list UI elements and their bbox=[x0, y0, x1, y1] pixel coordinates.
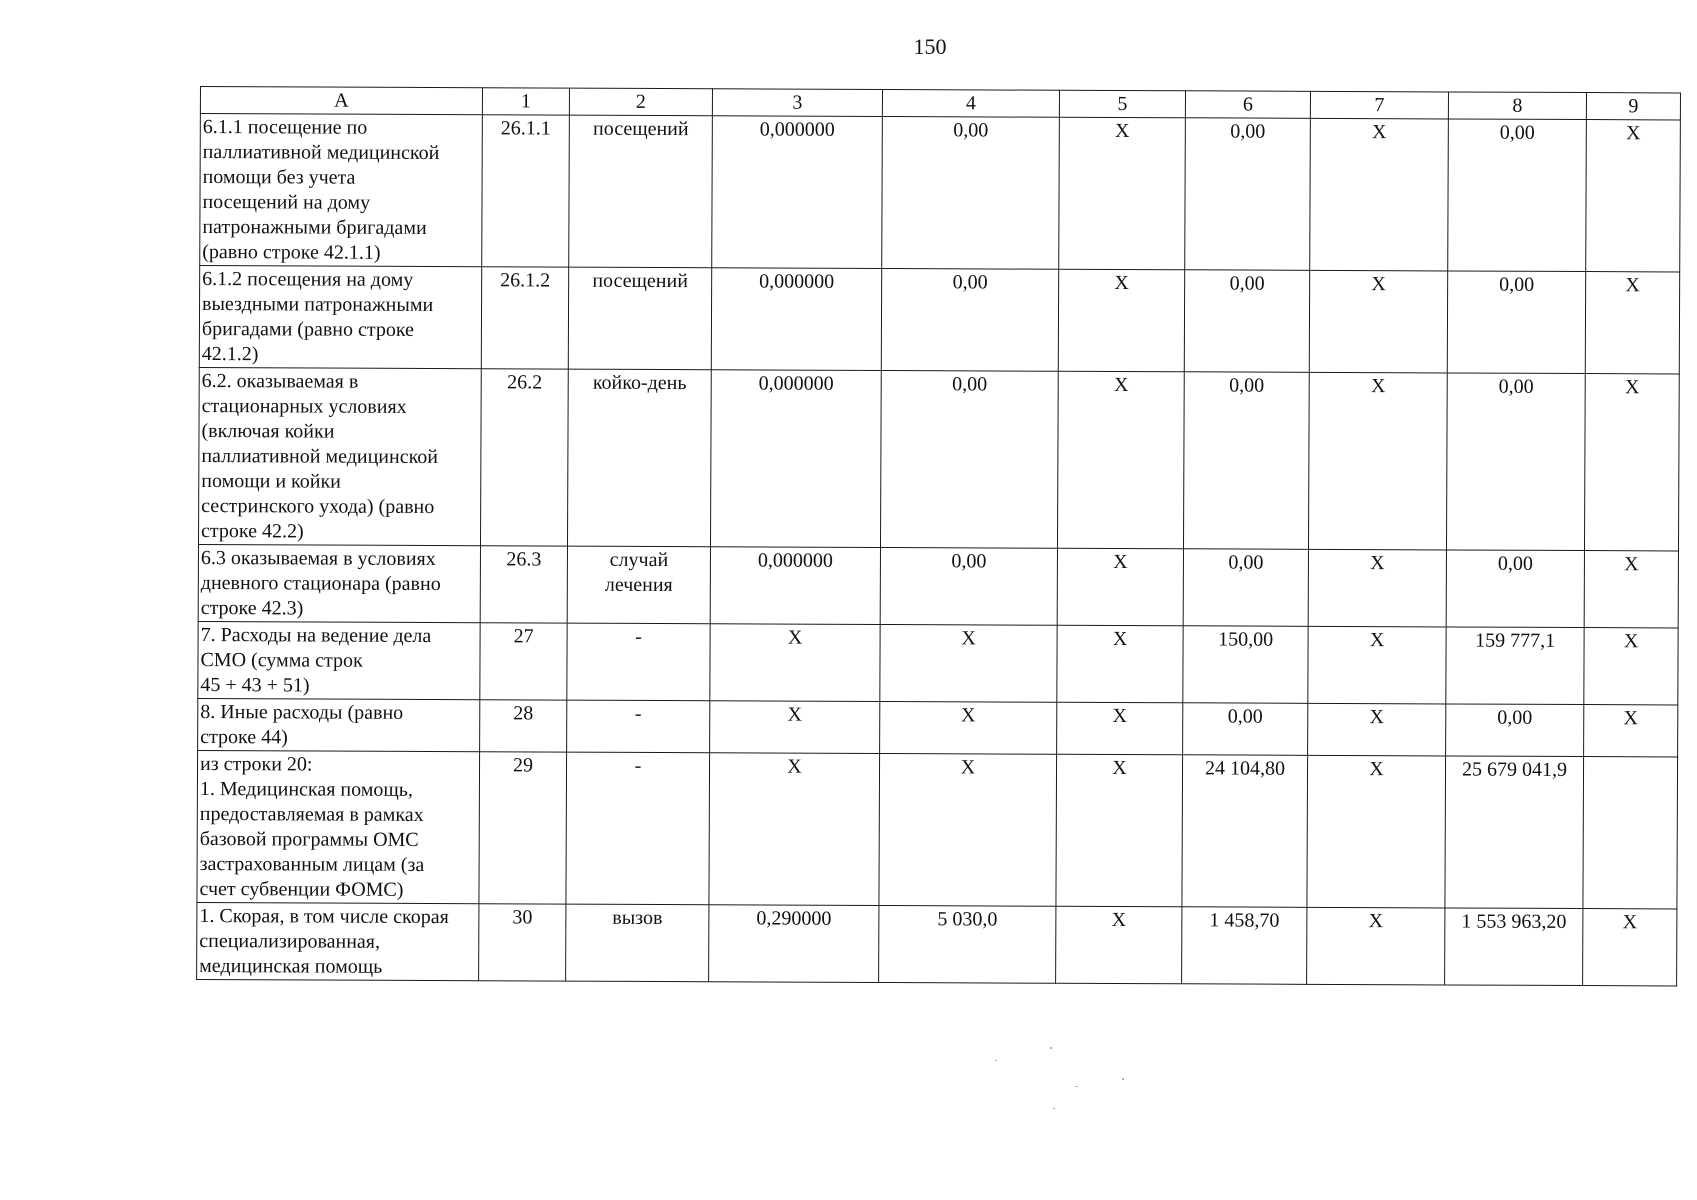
cell-col-5: X bbox=[1059, 117, 1186, 270]
cell-col-9: X bbox=[1584, 551, 1678, 628]
row-label: 8. Иные расходы (равно строке 44) bbox=[198, 698, 480, 751]
header-col-3: 3 bbox=[712, 89, 882, 117]
row-unit: - bbox=[567, 700, 710, 753]
cell-col-3: X bbox=[710, 701, 880, 754]
cell-col-9: X bbox=[1585, 272, 1679, 374]
cell-col-7: X bbox=[1308, 703, 1446, 756]
cell-col-9: X bbox=[1584, 705, 1678, 757]
row-code: 26.1.1 bbox=[482, 115, 570, 267]
row-unit: случай лечения bbox=[567, 546, 710, 624]
cell-col-5: X bbox=[1056, 754, 1183, 907]
scan-speck bbox=[1050, 1047, 1052, 1049]
row-code: 26.3 bbox=[480, 546, 567, 623]
cell-col-4: X bbox=[880, 624, 1057, 702]
cell-col-3: 0,000000 bbox=[711, 268, 881, 371]
cell-col-5: X bbox=[1057, 548, 1183, 626]
cell-col-7: X bbox=[1307, 907, 1445, 985]
header-col-8: 8 bbox=[1448, 92, 1586, 120]
header-col-5: 5 bbox=[1059, 90, 1185, 118]
scan-speck bbox=[1122, 1078, 1124, 1080]
cell-col-8: 0,00 bbox=[1448, 119, 1587, 272]
cell-col-6: 24 104,80 bbox=[1182, 755, 1308, 908]
cell-col-8: 0,00 bbox=[1446, 704, 1584, 757]
row-label: 6.1.2 посещения на дому выездными патронажными бригадами (равно строке 42.1.2) bbox=[199, 266, 481, 369]
table-row bbox=[198, 544, 1678, 627]
row-code: 28 bbox=[480, 700, 567, 752]
row-unit: - bbox=[567, 623, 710, 701]
row-unit: посещений bbox=[569, 115, 713, 268]
document-sheet bbox=[196, 86, 1680, 986]
row-unit: посещений bbox=[568, 267, 711, 370]
table-row bbox=[198, 621, 1678, 704]
cell-col-4: 0,00 bbox=[882, 116, 1060, 269]
cell-col-9 bbox=[1583, 757, 1678, 909]
table-row bbox=[198, 367, 1679, 550]
cell-col-9: X bbox=[1584, 374, 1679, 551]
cell-col-7: X bbox=[1309, 270, 1447, 373]
header-col-4: 4 bbox=[882, 89, 1059, 117]
header-col-7: 7 bbox=[1310, 91, 1448, 119]
cell-col-7: X bbox=[1307, 755, 1446, 908]
cell-col-5: X bbox=[1058, 269, 1184, 372]
row-label: 1. Скорая, в том числе скорая специализированная, медицинская помощь bbox=[197, 902, 479, 980]
row-unit: вызов bbox=[566, 904, 709, 982]
cell-col-7: X bbox=[1308, 626, 1446, 704]
table-row bbox=[197, 750, 1678, 908]
cell-col-4: 5 030,0 bbox=[879, 905, 1056, 983]
header-col-2: 2 bbox=[569, 88, 712, 116]
cell-col-8: 0,00 bbox=[1447, 271, 1585, 374]
cell-col-5: X bbox=[1057, 371, 1184, 549]
header-col-6: 6 bbox=[1185, 91, 1310, 119]
cell-col-6: 0,00 bbox=[1184, 270, 1309, 373]
cell-col-9: X bbox=[1584, 628, 1678, 705]
row-label: 6.2. оказываемая в стационарных условиях (включая койки паллиативной медицинской помощи и койки сестринского ухода) (равно строке 42.2) bbox=[198, 367, 481, 545]
row-label: 6.3 оказываемая в условиях дневного стационара (равно строке 42.3) bbox=[198, 544, 480, 622]
cell-col-8: 159 777,1 bbox=[1446, 627, 1584, 705]
cell-col-3: 0,000000 bbox=[710, 370, 881, 548]
cell-col-6: 1 458,70 bbox=[1182, 907, 1307, 985]
cell-col-6: 150,00 bbox=[1183, 626, 1308, 704]
row-unit: койко-день bbox=[567, 369, 711, 547]
cell-col-8: 25 679 041,9 bbox=[1445, 756, 1584, 909]
row-code: 26.1.2 bbox=[481, 267, 568, 369]
cell-col-8: 1 553 963,20 bbox=[1445, 908, 1583, 986]
cell-col-5: X bbox=[1056, 906, 1182, 984]
cell-col-6: 0,00 bbox=[1183, 372, 1309, 550]
cell-col-5: X bbox=[1057, 625, 1183, 703]
row-code: 27 bbox=[480, 623, 567, 700]
table-row bbox=[198, 698, 1678, 756]
scan-speck bbox=[995, 1060, 997, 1061]
cell-col-9: X bbox=[1586, 120, 1681, 272]
table-row bbox=[199, 266, 1679, 374]
table-body bbox=[197, 114, 1681, 986]
header-col-9: 9 bbox=[1586, 93, 1680, 120]
page-number: 150 bbox=[913, 34, 947, 59]
scan-speck bbox=[1075, 1086, 1078, 1087]
cell-col-6: 0,00 bbox=[1183, 703, 1308, 756]
row-label: 6.1.1 посещение по паллиативной медицинской помощи без учета посещений на дому патронажными бригадами (равно строке 42.1.1) bbox=[200, 114, 483, 267]
table-row bbox=[197, 902, 1677, 985]
cell-col-7: X bbox=[1310, 118, 1449, 271]
scan-speck bbox=[1053, 1108, 1055, 1109]
cell-col-3: 0,000000 bbox=[712, 116, 883, 269]
cell-col-3: 0,290000 bbox=[709, 905, 879, 983]
cell-col-7: X bbox=[1308, 549, 1446, 627]
cell-col-4: X bbox=[880, 701, 1057, 754]
header-col-1: 1 bbox=[482, 88, 569, 115]
cell-col-6: 0,00 bbox=[1183, 549, 1308, 627]
cell-col-4: 0,00 bbox=[880, 547, 1057, 625]
cell-col-7: X bbox=[1308, 372, 1447, 550]
cell-col-6: 0,00 bbox=[1185, 118, 1311, 271]
cell-col-9: X bbox=[1583, 909, 1677, 986]
header-col-a: А bbox=[200, 87, 482, 115]
table-row bbox=[200, 114, 1681, 272]
row-label: из строки 20: 1. Медицинская помощь, предоставляемая в рамках базовой программы ОМС застрахованным лицам (за счет субвенции ФОМС) bbox=[197, 750, 480, 903]
cell-col-3: 0,000000 bbox=[710, 547, 880, 625]
cell-col-8: 0,00 bbox=[1446, 550, 1584, 628]
cell-col-4: 0,00 bbox=[880, 370, 1058, 548]
cell-col-4: 0,00 bbox=[881, 268, 1058, 371]
row-unit: - bbox=[566, 752, 710, 905]
cell-col-8: 0,00 bbox=[1446, 373, 1585, 551]
cell-col-4: X bbox=[879, 753, 1057, 906]
row-label: 7. Расходы на ведение дела СМО (сумма строк 45 + 43 + 51) bbox=[198, 621, 480, 699]
cell-col-3: X bbox=[709, 753, 880, 906]
cell-col-5: X bbox=[1057, 702, 1183, 755]
cell-col-3: X bbox=[710, 624, 880, 702]
row-code: 26.2 bbox=[480, 369, 568, 546]
row-code: 29 bbox=[479, 752, 567, 904]
row-code: 30 bbox=[479, 904, 566, 981]
data-table bbox=[196, 86, 1681, 986]
